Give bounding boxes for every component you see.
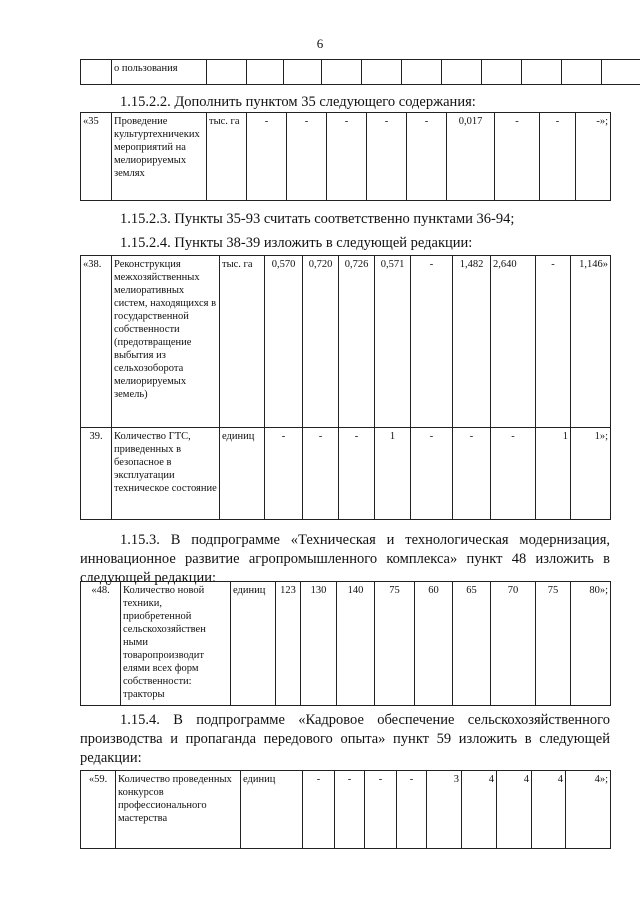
- table-cell: 39.: [81, 428, 112, 520]
- paragraph-line: 1.15.3. В подпрограмме «Техническая и технологическая модернизация,: [120, 532, 610, 548]
- table-cell: [602, 60, 640, 85]
- table-continuation: [80, 59, 640, 85]
- table-cell: -: [536, 256, 571, 428]
- table-cell: [81, 60, 112, 85]
- paragraph-1-15-2-3: 1.15.2.3. Пункты 35-93 считать соответственно пунктами 36-94;: [120, 211, 515, 227]
- table-cell: [284, 60, 322, 85]
- table-cell: единиц: [220, 428, 265, 520]
- paragraph-line: 1.15.4. В подпрограмме «Кадровое обеспечение сельскохозяйственного: [120, 712, 610, 728]
- table-cell: -: [495, 113, 540, 201]
- table-cell: Проведение культуртехничеких мероприятий на мелиорируемых землях: [112, 113, 207, 201]
- table-cell: -: [491, 428, 536, 520]
- table-row: [81, 582, 611, 706]
- table-cell: [247, 60, 284, 85]
- table-cell: 80»;: [571, 582, 611, 706]
- table-cell: 0,720: [303, 256, 339, 428]
- table-cell: 0,017: [447, 113, 495, 201]
- table-cell: [562, 60, 602, 85]
- table-cell: тыс. га: [220, 256, 265, 428]
- table-cell: единиц: [231, 582, 276, 706]
- table-cell: 1,482: [453, 256, 491, 428]
- table-cell: 70: [491, 582, 536, 706]
- table-row: [81, 60, 640, 85]
- table-cell: «38.: [81, 256, 112, 428]
- table-cell: [482, 60, 522, 85]
- table-cell: -: [303, 428, 339, 520]
- table-cell: -: [407, 113, 447, 201]
- table-cell: -: [287, 113, 327, 201]
- table-cell: 1»;: [571, 428, 611, 520]
- table-cell: -: [265, 428, 303, 520]
- table-cell: 130: [301, 582, 337, 706]
- table-item-59: [80, 770, 611, 849]
- paragraph-line: производства и пропаганда передового опыта» пункт 59 изложить в следующей: [80, 731, 610, 747]
- table-row: [81, 256, 611, 428]
- table-cell: -: [367, 113, 407, 201]
- paragraph-1-15-3-end: следующей редакции:: [80, 570, 217, 586]
- table-cell: «35: [81, 113, 112, 201]
- paragraph-1-15-2-4: 1.15.2.4. Пункты 38-39 изложить в следующей редакции:: [120, 235, 473, 251]
- table-cell: -: [303, 771, 335, 849]
- table-cell: «59.: [81, 771, 116, 849]
- table-row: [81, 113, 611, 201]
- table-cell: 1: [536, 428, 571, 520]
- paragraph-1-15-4-end: редакции:: [80, 750, 142, 766]
- table-cell: -: [397, 771, 427, 849]
- table-cell: [207, 60, 247, 85]
- table-cell: -: [453, 428, 491, 520]
- table-cell: 1: [375, 428, 411, 520]
- table-cell: -: [365, 771, 397, 849]
- table-cell: 75: [375, 582, 415, 706]
- table-cell: [402, 60, 442, 85]
- table-cell: 60: [415, 582, 453, 706]
- table-cell: 65: [453, 582, 491, 706]
- table-cell: -: [411, 256, 453, 428]
- table-cell: -: [335, 771, 365, 849]
- table-cell: 0,726: [339, 256, 375, 428]
- table-cell: [442, 60, 482, 85]
- paragraph-line: инновационное развитие агропромышленного комплекса» пункт 48 изложить в: [80, 551, 610, 567]
- table-cell: -»;: [576, 113, 611, 201]
- table-cell: 0,571: [375, 256, 411, 428]
- table-items-38-39: [80, 255, 611, 520]
- table-cell: Количество проведенных конкурсов профессионального мастерства: [116, 771, 241, 849]
- table-cell: -: [540, 113, 576, 201]
- table-cell: 4: [532, 771, 566, 849]
- table-cell: «48.: [81, 582, 121, 706]
- table-cell: -: [327, 113, 367, 201]
- table-item-35: [80, 112, 611, 201]
- table-cell: -: [339, 428, 375, 520]
- table-cell: -: [247, 113, 287, 201]
- table-cell: 4: [462, 771, 497, 849]
- table-cell: [522, 60, 562, 85]
- table-cell: единиц: [241, 771, 303, 849]
- table-cell: 0,570: [265, 256, 303, 428]
- table-cell: 2,640: [491, 256, 536, 428]
- paragraph-1-15-3: [80, 531, 610, 569]
- table-cell: тыс. га: [207, 113, 247, 201]
- table-cell: Количество новой техники, приобретенной сельскохозяйствен ными товаропроизводит елями всех форм собственности: тракторы: [121, 582, 231, 706]
- page-number: 6: [316, 36, 324, 51]
- table-cell: 4»;: [566, 771, 611, 849]
- table-cell: -: [411, 428, 453, 520]
- table-cell: [322, 60, 362, 85]
- table-cell: Реконструкция межхозяйственных мелиоративных систем, находящихся в государственной собственности (предотвращение выбытия из сельхозоборота мелиорируемых земель): [112, 256, 220, 428]
- table-cell: [362, 60, 402, 85]
- table-item-48: [80, 581, 611, 706]
- table-cell: 75: [536, 582, 571, 706]
- table-cell: Количество ГТС, приведенных в безопасное в эксплуатации техническое состояние: [112, 428, 220, 520]
- table-cell: 1,146»: [571, 256, 611, 428]
- table-cell: 3: [427, 771, 462, 849]
- table-cell: 4: [497, 771, 532, 849]
- table-cell: о пользования: [112, 60, 207, 85]
- table-cell: 123: [276, 582, 301, 706]
- table-row: [81, 428, 611, 520]
- table-row: [81, 771, 611, 849]
- table-cell: 140: [337, 582, 375, 706]
- paragraph-1-15-4: [80, 711, 610, 749]
- paragraph-1-15-2-2: 1.15.2.2. Дополнить пунктом 35 следующего содержания:: [120, 94, 476, 110]
